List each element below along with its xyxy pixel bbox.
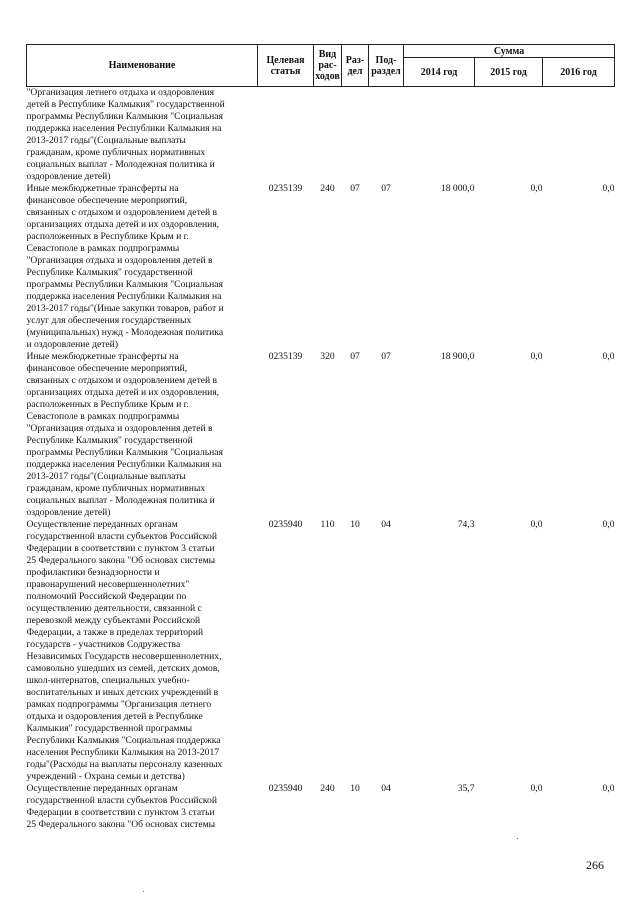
row-name: "Организация летнего отдыха и оздоровления детей в Республике Калмыкия" государственной программы Республики Калмыкия "Социальная поддержка населения Республики Калмыкия на 2013-2017 годы"(Социальные выплаты гражданам, кроме публичных нормативных социальных выплат - Молодежная политика и оздоровление детей): [26, 87, 225, 182]
row-2016: [543, 87, 615, 184]
row-subsection: 07: [381, 351, 391, 362]
header-name: Наименование: [27, 45, 258, 87]
budget-table: [26, 44, 615, 831]
row-2015: 0,0: [530, 351, 543, 362]
row-2014: 74,3: [457, 519, 475, 530]
row-subsection: [369, 87, 404, 184]
table-row: [27, 351, 615, 519]
budget-sheet: [26, 44, 614, 831]
header-expense-type: Вид рас-ходов: [314, 45, 342, 87]
table-row: [27, 519, 615, 783]
table-row: [27, 183, 615, 351]
row-name: Иные межбюджетные трансферты на финансовое обеспечение мероприятий, связанных с отдыхом и оздоровлением детей в организациях отдыха детей и их оздоровления, расположенных в Республике Крым и г. Севастополе в рамках подпрограммы "Организация отдыха и оздоровления детей в Республике Калмыкия" государственной программы Республики Калмыкия "Социальная поддержка населения Республики Калмыкия на 2013-2017 годы"(Иные закупки товаров, работ и услуг для обеспечения государственных (муниципальных) нужд - Молодежная политика и оздоровление детей): [26, 183, 224, 350]
row-target-article: 0235139: [268, 351, 303, 362]
row-target-article: [258, 87, 314, 184]
row-section: 07: [350, 351, 360, 362]
page-number: 266: [586, 858, 604, 872]
scan-speck: [517, 838, 518, 839]
header-sum: Сумма: [404, 45, 615, 58]
row-target-article: 0235940: [268, 519, 303, 530]
table-body: [27, 87, 615, 832]
scan-speck: [143, 891, 144, 892]
row-section: [342, 87, 369, 184]
row-2015: [475, 87, 543, 184]
row-2015: 0,0: [530, 183, 543, 194]
header-subsection: Под-раздел: [369, 45, 404, 87]
row-expense-type: 110: [320, 519, 335, 530]
row-subsection: 07: [381, 183, 391, 194]
header-target-article: Целевая статья: [258, 45, 314, 87]
row-target-article: 0235139: [268, 183, 303, 194]
header-section: Раз-дел: [342, 45, 369, 87]
row-name: Иные межбюджетные трансферты на финансовое обеспечение мероприятий, связанных с отдыхом и оздоровлением детей в организациях отдыха детей и их оздоровления, расположенных в Республике Крым и г. Севастополе в рамках подпрограммы "Организация отдыха и оздоровления детей в Республике Калмыкия" государственной программы Республики Калмыкия "Социальная поддержка населения Республики Калмыкия на 2013-2017 годы"(Социальные выплаты гражданам, кроме публичных нормативных социальных выплат - Молодежная политика и оздоровление детей): [26, 351, 223, 518]
row-2014: 35,7: [457, 783, 475, 794]
row-expense-type: 240: [320, 783, 335, 794]
row-2014: 18 000,0: [440, 183, 475, 194]
row-2014: [404, 87, 475, 184]
row-name: Осуществление переданных органам государственной власти субъектов Российской Федерации в соответствии с пунктом 3 статьи 25 Федерального закона "Об основах системы профилактики безнадзорности и правонарушений несовершеннолетних" полномочий Российской Федерации по осуществлению деятельности, связанной с перевозкой между субъектами Российской Федерации, а также в пределах территорий государств - участников Содружества Независимых Государств несовершеннолетних, самовольно ушедших из семей, детских домов, школ-интернатов, специальных учебно- воспитательных и иных детских учреждений в рамках подпрограммы "Организация летнего отдыха и оздоровления детей в Республике Калмыкия" государственной программы Республики Калмыкия "Социальная поддержка населения Республики Калмыкия на 2013-2017 годы"(Расходы на выплаты персоналу казенных учреждений - Охрана семьи и детства): [26, 519, 223, 782]
row-2016: 0,0: [602, 783, 615, 794]
row-2015: 0,0: [530, 519, 543, 530]
row-expense-type: 320: [320, 351, 335, 362]
row-expense-type: 240: [320, 183, 335, 194]
row-2016: 0,0: [602, 183, 615, 194]
table-row: [27, 783, 615, 831]
row-2015: 0,0: [530, 783, 543, 794]
row-section: 10: [350, 783, 360, 794]
row-section: 07: [350, 183, 360, 194]
row-2016: 0,0: [602, 519, 615, 530]
row-2014: 18 900,0: [440, 351, 475, 362]
row-section: 10: [350, 519, 360, 530]
table-row: [27, 87, 615, 184]
row-subsection: 04: [381, 519, 391, 530]
header-2016: 2016 год: [543, 58, 615, 87]
row-target-article: 0235940: [268, 783, 303, 794]
row-expense-type: [314, 87, 342, 184]
row-subsection: 04: [381, 783, 391, 794]
row-name: Осуществление переданных органам государственной власти субъектов Российской Федерации в соответствии с пунктом 3 статьи 25 Федерального закона "Об основах системы: [26, 783, 217, 830]
header-2015: 2015 год: [475, 58, 543, 87]
header-2014: 2014 год: [404, 58, 475, 87]
row-2016: 0,0: [602, 351, 615, 362]
table-header: [27, 45, 615, 87]
